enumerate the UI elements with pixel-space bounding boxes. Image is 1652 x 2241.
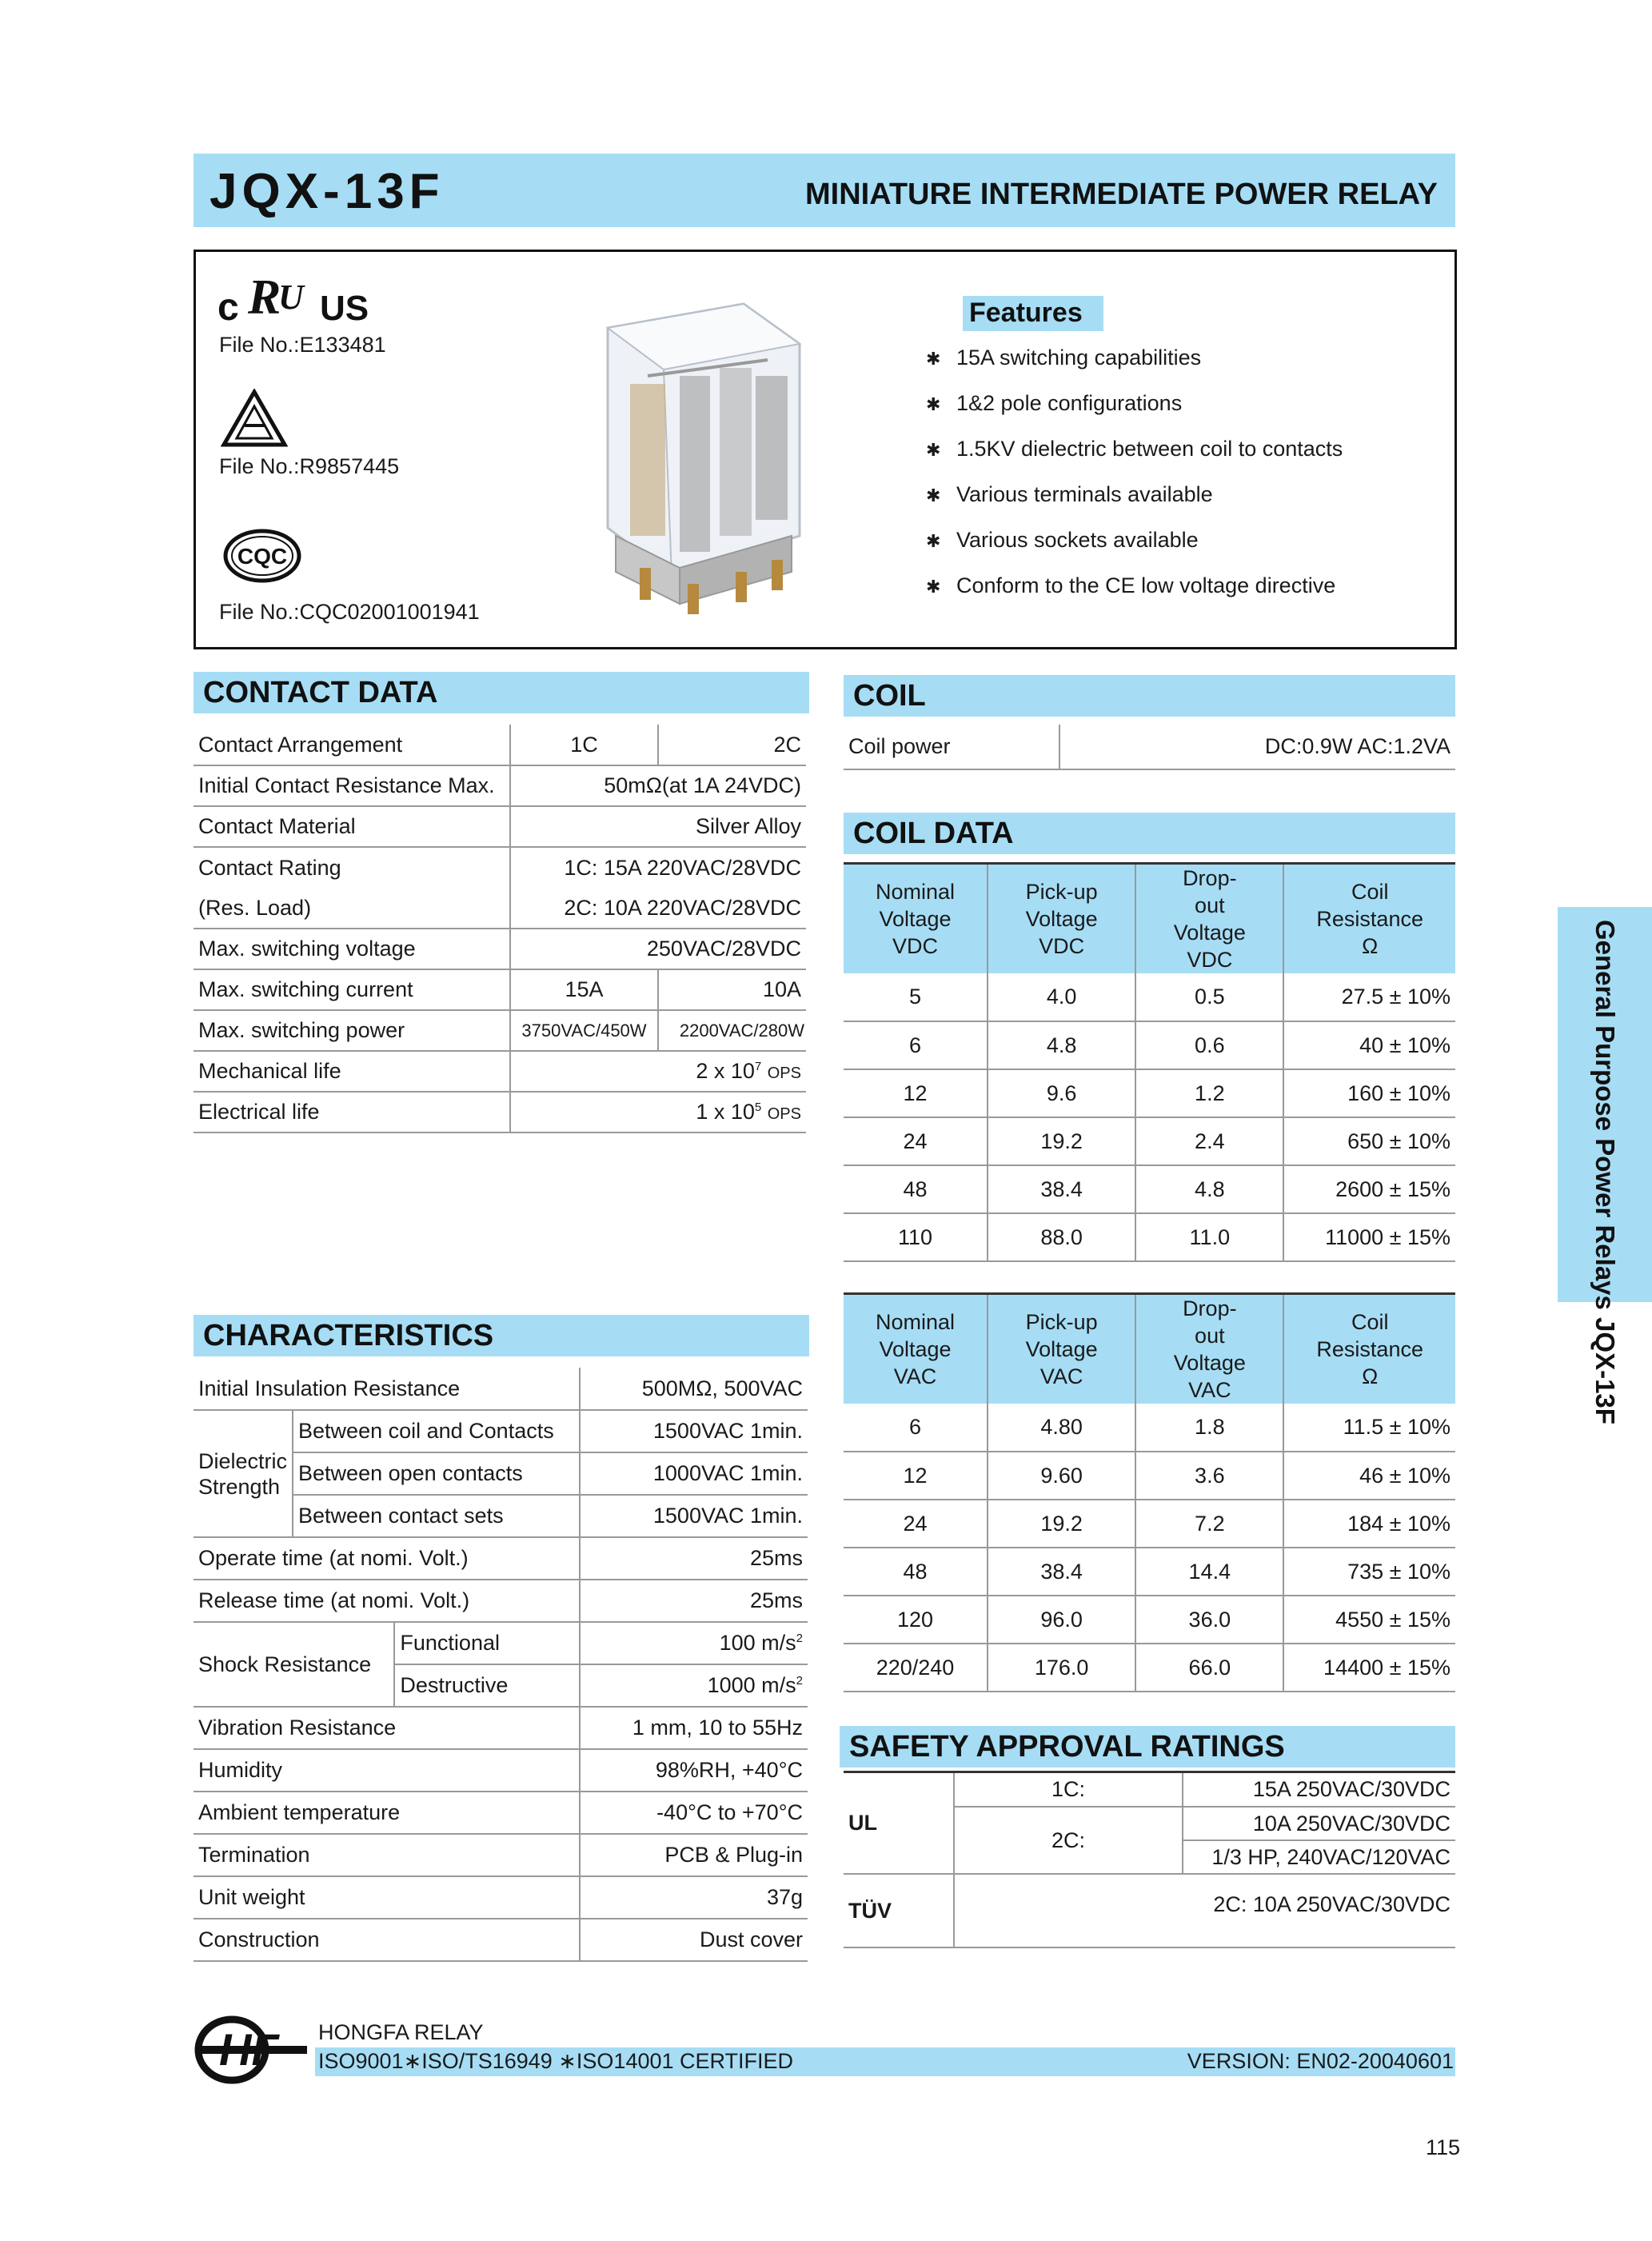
cell-value: 1 x $10^5$ OPS bbox=[510, 1092, 806, 1132]
column-header: Coil Resistance Ω bbox=[1283, 865, 1455, 973]
cell-label: Between coil and Contacts bbox=[293, 1410, 580, 1452]
feature-item: ✱ Various terminals available bbox=[926, 482, 1213, 506]
coil-data-dc-table bbox=[844, 865, 1455, 1262]
cell-value: 4.8 bbox=[1135, 1165, 1283, 1213]
cell-value: 15A 250VAC/30VDC bbox=[1183, 1773, 1455, 1807]
cell-label: Between contact sets bbox=[293, 1495, 580, 1537]
cell-value: 0.6 bbox=[1135, 1021, 1283, 1069]
cell-value: 66.0 bbox=[1135, 1644, 1283, 1692]
cell-value: 9.6 bbox=[988, 1069, 1135, 1117]
cell-value: 4.0 bbox=[988, 973, 1135, 1021]
cell-value: 37g bbox=[580, 1876, 808, 1919]
cell-value: 4.8 bbox=[988, 1021, 1135, 1069]
cell-value: 19.2 bbox=[988, 1117, 1135, 1165]
footer-version: VERSION: EN02-20040601 bbox=[1187, 2049, 1454, 2073]
cell-value: 184 ± 10% bbox=[1283, 1500, 1455, 1548]
cell-value: 100 $m/s^2$ bbox=[580, 1622, 808, 1664]
hongfa-logo-icon bbox=[192, 2014, 312, 2090]
cell-label: Electrical life bbox=[194, 1092, 510, 1132]
column-header: Drop-out Voltage VDC bbox=[1135, 865, 1283, 973]
feature-item: ✱ 15A switching capabilities bbox=[926, 346, 1202, 370]
cell-label: Coil power bbox=[844, 725, 1059, 769]
cell-value: 4.80 bbox=[988, 1404, 1135, 1452]
cell-value: 1500VAC 1min. bbox=[580, 1410, 808, 1452]
characteristics-table bbox=[194, 1368, 808, 1962]
svg-text:R: R bbox=[248, 272, 281, 325]
features-heading: Features bbox=[969, 298, 1083, 328]
cell-label: TÜV bbox=[844, 1874, 954, 1947]
cell-value: 0.5 bbox=[1135, 973, 1283, 1021]
characteristics-heading: CHARACTERISTICS bbox=[194, 1315, 809, 1356]
cqc-file-no: File No.:CQC02001001941 bbox=[219, 600, 480, 624]
cqc-mark-icon bbox=[222, 528, 302, 588]
cell-value: 250VAC/28VDC bbox=[510, 929, 806, 969]
cell-value: 2C: 10A 220VAC/28VDC bbox=[510, 888, 806, 929]
cell-value: 36.0 bbox=[1135, 1596, 1283, 1644]
cell-value: 2.4 bbox=[1135, 1117, 1283, 1165]
cell-label: 2C: bbox=[954, 1807, 1183, 1874]
cell-value: 98%RH, +40°C bbox=[580, 1749, 808, 1792]
cell-value: 2C: 10A 250VAC/30VDC bbox=[954, 1874, 1455, 1947]
asterisk-icon: ✱ bbox=[926, 440, 941, 460]
cell-value: 12 bbox=[844, 1452, 988, 1500]
cell-value: 1500VAC 1min. bbox=[580, 1495, 808, 1537]
safety-heading: SAFETY APPROVAL RATINGS bbox=[840, 1726, 1455, 1768]
cell-value: 2600 ± 15% bbox=[1283, 1165, 1455, 1213]
cell-value: DC:0.9W AC:1.2VA bbox=[1059, 725, 1455, 769]
cell-value: 10A 250VAC/30VDC bbox=[1183, 1807, 1455, 1840]
column-header: Pick-up Voltage VDC bbox=[988, 865, 1135, 973]
cell-value: 11.5 ± 10% bbox=[1283, 1404, 1455, 1452]
svg-text:CQC: CQC bbox=[237, 544, 288, 569]
model-title: JQX-13F bbox=[209, 164, 445, 219]
cell-label: Operate time (at nomi. Volt.) bbox=[194, 1537, 580, 1580]
cell-value: 12 bbox=[844, 1069, 988, 1117]
feature-item: ✱ 1&2 pole configurations bbox=[926, 391, 1183, 415]
asterisk-icon: ✱ bbox=[926, 577, 941, 597]
cell-value: 3.6 bbox=[1135, 1452, 1283, 1500]
column-header: Drop-out Voltage VAC bbox=[1135, 1295, 1283, 1404]
cell-value: 15A bbox=[510, 969, 658, 1010]
cell-label: Release time (at nomi. Volt.) bbox=[194, 1580, 580, 1622]
cell-value: 110 bbox=[844, 1213, 988, 1261]
cell-value: 650 ± 10% bbox=[1283, 1117, 1455, 1165]
cell-value: 735 ± 10% bbox=[1283, 1548, 1455, 1596]
column-header: Coil Resistance Ω bbox=[1283, 1295, 1455, 1404]
asterisk-icon: ✱ bbox=[926, 349, 941, 369]
cell-value: 1.2 bbox=[1135, 1069, 1283, 1117]
cell-value: 24 bbox=[844, 1500, 988, 1548]
cell-value: 9.60 bbox=[988, 1452, 1135, 1500]
cell-value: 10A bbox=[658, 969, 806, 1010]
tuv-file-no: File No.:R9857445 bbox=[219, 454, 400, 478]
cell-value: 25ms bbox=[580, 1537, 808, 1580]
cell-value: 2 x $10^7$ OPS bbox=[510, 1051, 806, 1092]
cell-value: 96.0 bbox=[988, 1596, 1135, 1644]
cell-value: 88.0 bbox=[988, 1213, 1135, 1261]
cell-label: Max. switching power bbox=[194, 1010, 510, 1051]
cell-value: 19.2 bbox=[988, 1500, 1135, 1548]
side-label: General Purpose Power Relays JQX-13F bbox=[1590, 920, 1620, 1424]
cell-value: 1000 $m/s^2$ bbox=[580, 1664, 808, 1707]
cell-value: 5 bbox=[844, 973, 988, 1021]
cell-value: 25ms bbox=[580, 1580, 808, 1622]
cell-label: Initial Insulation Resistance bbox=[194, 1368, 580, 1410]
cell-value: 176.0 bbox=[988, 1644, 1135, 1692]
column-header: Nominal Voltage VAC bbox=[844, 1295, 988, 1404]
cell-value: 46 ± 10% bbox=[1283, 1452, 1455, 1500]
cell-value: 38.4 bbox=[988, 1548, 1135, 1596]
cell-label: Contact Material bbox=[194, 806, 510, 847]
safety-table bbox=[844, 1773, 1455, 1948]
cell-label: Shock Resistance bbox=[194, 1622, 394, 1707]
cell-value: 48 bbox=[844, 1548, 988, 1596]
cell-label: 1C: bbox=[954, 1773, 1183, 1807]
footer-certs: ISO9001∗ISO/TS16949 ∗ISO14001 CERTIFIED bbox=[318, 2049, 794, 2073]
cell-label: Construction bbox=[194, 1919, 580, 1961]
ul-mark-icon bbox=[217, 272, 369, 332]
cell-label: (Res. Load) bbox=[194, 888, 510, 929]
cell-value: 500MΩ, 500VAC bbox=[580, 1368, 808, 1410]
page-number: 115 bbox=[1425, 2135, 1460, 2159]
cell-value: 50mΩ(at 1A 24VDC) bbox=[510, 765, 806, 806]
cell-value: 120 bbox=[844, 1596, 988, 1644]
cell-label: Humidity bbox=[194, 1749, 580, 1792]
cell-label: UL bbox=[844, 1773, 954, 1874]
cell-label: Max. switching voltage bbox=[194, 929, 510, 969]
cell-value: 27.5 ± 10% bbox=[1283, 973, 1455, 1021]
svg-text:U: U bbox=[278, 278, 304, 317]
cell-label: Contact Arrangement bbox=[194, 725, 510, 765]
cell-value: 220/240 bbox=[844, 1644, 988, 1692]
cell-value: 6 bbox=[844, 1404, 988, 1452]
coil-data-ac-table bbox=[844, 1295, 1455, 1692]
cell-value: Silver Alloy bbox=[510, 806, 806, 847]
cell-value: 1/3 HP, 240VAC/120VAC bbox=[1183, 1840, 1455, 1874]
cell-value: 3750VAC/450W bbox=[510, 1010, 658, 1051]
cell-value: 1000VAC 1min. bbox=[580, 1452, 808, 1495]
cell-value: 38.4 bbox=[988, 1165, 1135, 1213]
contact-data-heading: CONTACT DATA bbox=[194, 672, 809, 713]
cell-value: 7.2 bbox=[1135, 1500, 1283, 1548]
cell-value: 1 mm, 10 to 55Hz bbox=[580, 1707, 808, 1749]
cell-label: Ambient temperature bbox=[194, 1792, 580, 1834]
cell-label: Between open contacts bbox=[293, 1452, 580, 1495]
ul-file-no: File No.:E133481 bbox=[219, 333, 386, 357]
cell-value: 14400 ± 15% bbox=[1283, 1644, 1455, 1692]
feature-item: ✱ Conform to the CE low voltage directive bbox=[926, 573, 1336, 597]
svg-text:HF: HF bbox=[219, 2024, 279, 2075]
cell-label: Contact Rating bbox=[194, 847, 510, 888]
cell-value: 6 bbox=[844, 1021, 988, 1069]
cell-value: 11000 ± 15% bbox=[1283, 1213, 1455, 1261]
cell-value: 24 bbox=[844, 1117, 988, 1165]
cell-label: Destructive bbox=[394, 1664, 580, 1707]
cell-label: Max. switching current bbox=[194, 969, 510, 1010]
cell-value: 1C bbox=[510, 725, 658, 765]
cell-label: Vibration Resistance bbox=[194, 1707, 580, 1749]
column-header: Nominal Voltage VDC bbox=[844, 865, 988, 973]
cell-value: 4550 ± 15% bbox=[1283, 1596, 1455, 1644]
cell-value: 40 ± 10% bbox=[1283, 1021, 1455, 1069]
contact-data-table bbox=[194, 725, 806, 1133]
cell-label: Unit weight bbox=[194, 1876, 580, 1919]
cell-label: Termination bbox=[194, 1834, 580, 1876]
svg-text:c: c bbox=[217, 286, 239, 328]
cell-value: 1C: 15A 220VAC/28VDC bbox=[564, 855, 801, 880]
cell-label: Mechanical life bbox=[194, 1051, 510, 1092]
cell-value: -40°C to +70°C bbox=[580, 1792, 808, 1834]
asterisk-icon: ✱ bbox=[926, 485, 941, 505]
feature-item: ✱ 1.5KV dielectric between coil to contacts bbox=[926, 437, 1343, 461]
cell-value: 160 ± 10% bbox=[1283, 1069, 1455, 1117]
relay-product-image bbox=[584, 296, 816, 620]
asterisk-icon: ✱ bbox=[926, 531, 941, 551]
tuv-triangle-icon bbox=[221, 389, 288, 452]
svg-text:US: US bbox=[320, 289, 369, 328]
cell-label: Dielectric Strength bbox=[194, 1410, 293, 1537]
feature-item: ✱ Various sockets available bbox=[926, 528, 1199, 552]
cell-value: 11.0 bbox=[1135, 1213, 1283, 1261]
asterisk-icon: ✱ bbox=[926, 394, 941, 414]
column-header: Pick-up Voltage VAC bbox=[988, 1295, 1135, 1404]
company-name: HONGFA RELAY bbox=[318, 2020, 484, 2044]
cell-value: 14.4 bbox=[1135, 1548, 1283, 1596]
coil-table bbox=[844, 725, 1455, 770]
cell-value: Dust cover bbox=[580, 1919, 808, 1961]
cell-value: 48 bbox=[844, 1165, 988, 1213]
coil-heading: COIL bbox=[844, 675, 1455, 717]
cell-value: 1.8 bbox=[1135, 1404, 1283, 1452]
cell-label: Initial Contact Resistance Max. bbox=[194, 765, 510, 806]
page-title: MINIATURE INTERMEDIATE POWER RELAY bbox=[805, 178, 1438, 211]
cell-value: 2C bbox=[658, 725, 806, 765]
coil-data-heading: COIL DATA bbox=[844, 813, 1455, 854]
cell-label: Functional bbox=[394, 1622, 580, 1664]
cell-value: PCB & Plug-in bbox=[580, 1834, 808, 1876]
cell-value: 2200VAC/280W bbox=[658, 1010, 806, 1051]
